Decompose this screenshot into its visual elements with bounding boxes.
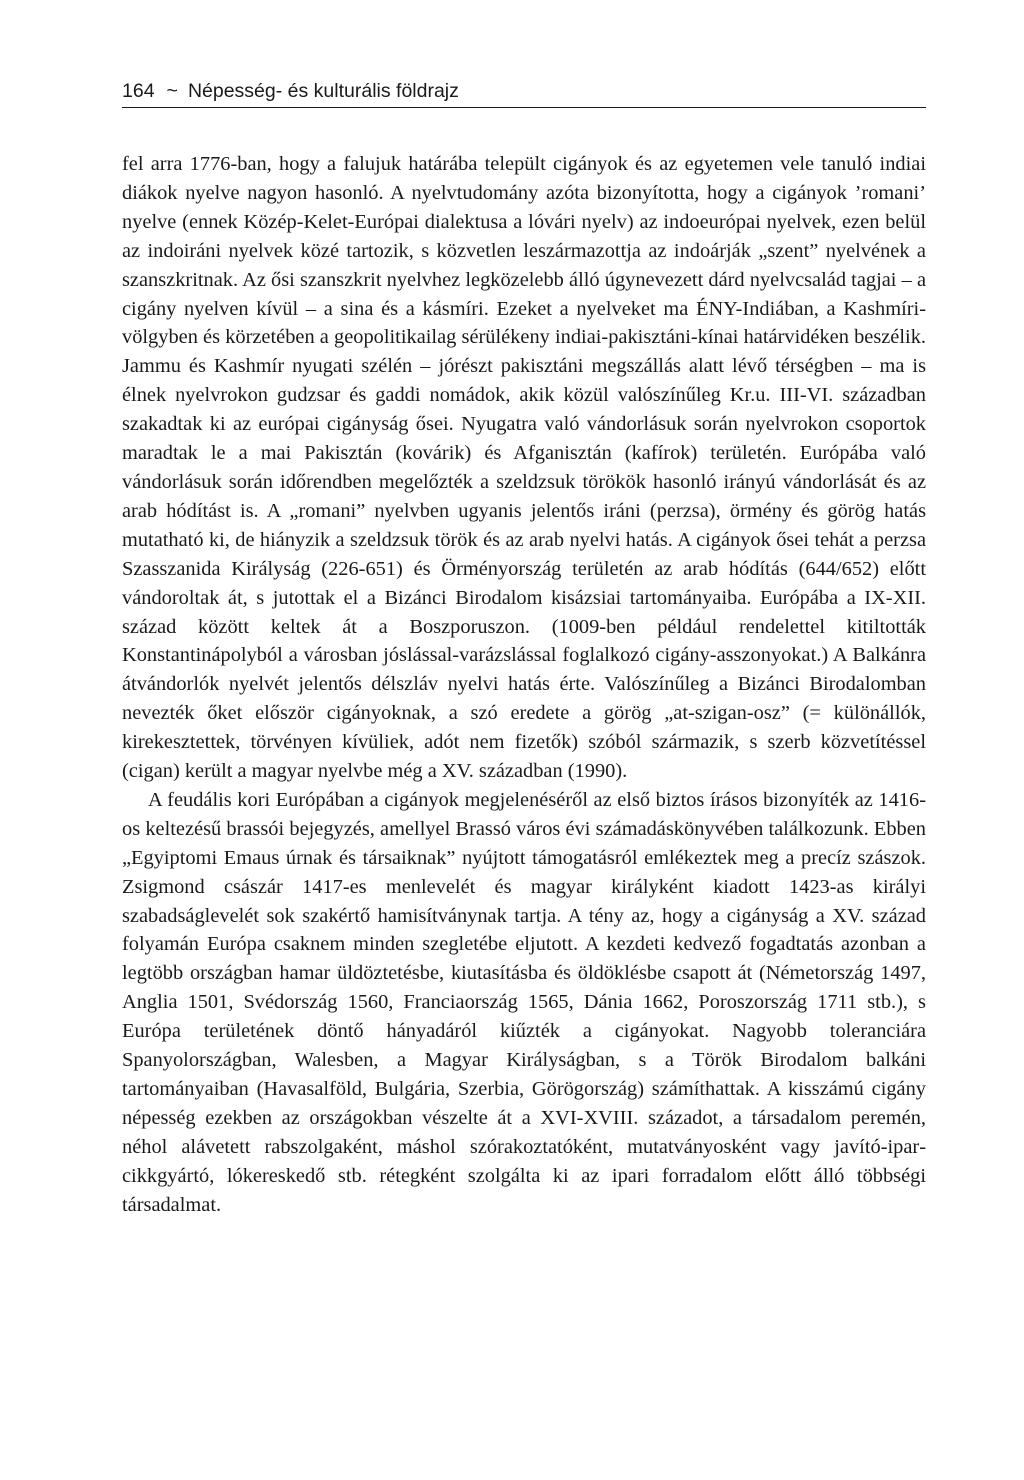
page-number: 164	[122, 80, 155, 102]
paragraph-1: fel arra 1776-ban, hogy a falujuk határába települt cigányok és az egyetemen vele tanuló indiai diákok nyelve nagyon hasonló. A nyelvtudomány azóta bizonyította, hogy a cigányok ’romani’ nyelve (ennek Közép-Kelet-Európai dialektusa a lóvári nyelv) az indoeurópai nyelvek, ezen belül az indoiráni nyelvek közé tartozik, s közvetlen leszármazottja az indoárják „szent” nyelvének a szanszkritnak. Az ősi szanszkrit nyelvhez legközelebb álló úgynevezett dárd nyelvcsalád tagjai – a cigány nyelven kívül – a sina és a kásmíri. Ezeket a nyelveket ma ÉNY-Indiában, a Kashmíri-völgyben és körzetében a geopolitikailag sérülékeny indiai-pakisztáni-kínai határvidéken beszélik. Jammu és Kashmír nyugati szélén – jórészt pakisztáni megszállás alatt lévő térségben – ma is élnek nyelvrokon gudzsar és gaddi nomádok, akik közül valószínűleg Kr.u. III-VI. században szakadtak ki az európai cigányság ősei. Nyugatra való vándorlásuk során nyelvrokon csoportok maradtak le a mai Pakisztán (kovárik) és Afganisztán (kafírok) területén. Európába való vándorlásuk során időrendben megelőzték a szeldzsuk törökök hasonló irányú vándorlását és az arab hódítást is. A „romani” nyelvben ugyanis jelentős iráni (perzsa), örmény és görög hatás mutatható ki, de hiányzik a szeldzsuk török és az arab nyelvi hatás. A cigányok ősei tehát a perzsa Szasszanida Királyság (226-651) és Örményország területén az arab hódítás (644/652) előtt vándoroltak át, s jutottak el a Bizánci Birodalom kisázsiai tartományaiba. Európába a IX-XII. század között keltek át a Boszporuszon. (1009-ben például rendelettel kitiltották Konstantinápolyból a városban jóslással-varázslással foglalkozó cigány-asszonyokat.) A Balkánra átvándorlók nyelvét jelentős délszláv nyelvi hatás érte. Valószínűleg a Bizánci Birodalomban nevezték őket először cigányoknak, a szó eredete a görög „at-szigan-osz” (= különállók, kirekesztettek, törvényen kívüliek, adót nem fizetők) szóból származik, s szerb közvetítéssel (cigan) került a magyar nyelvbe még a XV. században (1990).	[122, 153, 926, 783]
body-text	[122, 150, 926, 1220]
paragraph-2: A feudális kori Európában a cigányok megjelenéséről az első biztos írásos bizonyíték az 1416-os keltezésű brassói bejegyzés, amellyel Brassó város évi számadáskönyvében találkozunk. Ebben „Egyiptomi Emaus úrnak és társaiknak” nyújtott támogatásról emlékeztek meg a precíz szászok. Zsigmond császár 1417-es menlevelét és magyar királyként kiadott 1423-as királyi szabadságlevelét sok szakértő hamisítványnak tartja. A tény az, hogy a cigányság a XV. század folyamán Európa csaknem minden szegletébe eljutott. A kezdeti kedvező fogadtatás azonban a legtöbb országban hamar üldöztetésbe, kiutasításba és öldöklésbe csapott át (Németország 1497, Anglia 1501, Svédország 1560, Franciaország 1565, Dánia 1662, Poroszország 1711 stb.), s Európa területének döntő hányadáról kiűzték a cigányokat. Nagyobb toleranciára Spanyolországban, Walesben, a Magyar Királyságban, s a Török Birodalom balkáni tartományaiban (Havasalföld, Bulgária, Szerbia, Görögország) számíthattak. A kisszámú cigány népesség ezekben az országokban vészelte át a XVI-XVIII. századot, a társadalom peremén, néhol alávetett rabszolgaként, máshol szórakoztatóként, mutatványosként vagy javító-iparcikkgyártó, lókereskedő stb. rétegként szolgálta ki az ipari forradalom előtt álló többségi társadalmat.	[122, 788, 926, 1216]
book-page	[122, 78, 926, 1220]
header-rule	[122, 107, 926, 108]
chapter-title: Népesség- és kulturális földrajz	[187, 80, 459, 102]
header-separator: ~	[166, 80, 178, 102]
running-head	[122, 78, 926, 104]
